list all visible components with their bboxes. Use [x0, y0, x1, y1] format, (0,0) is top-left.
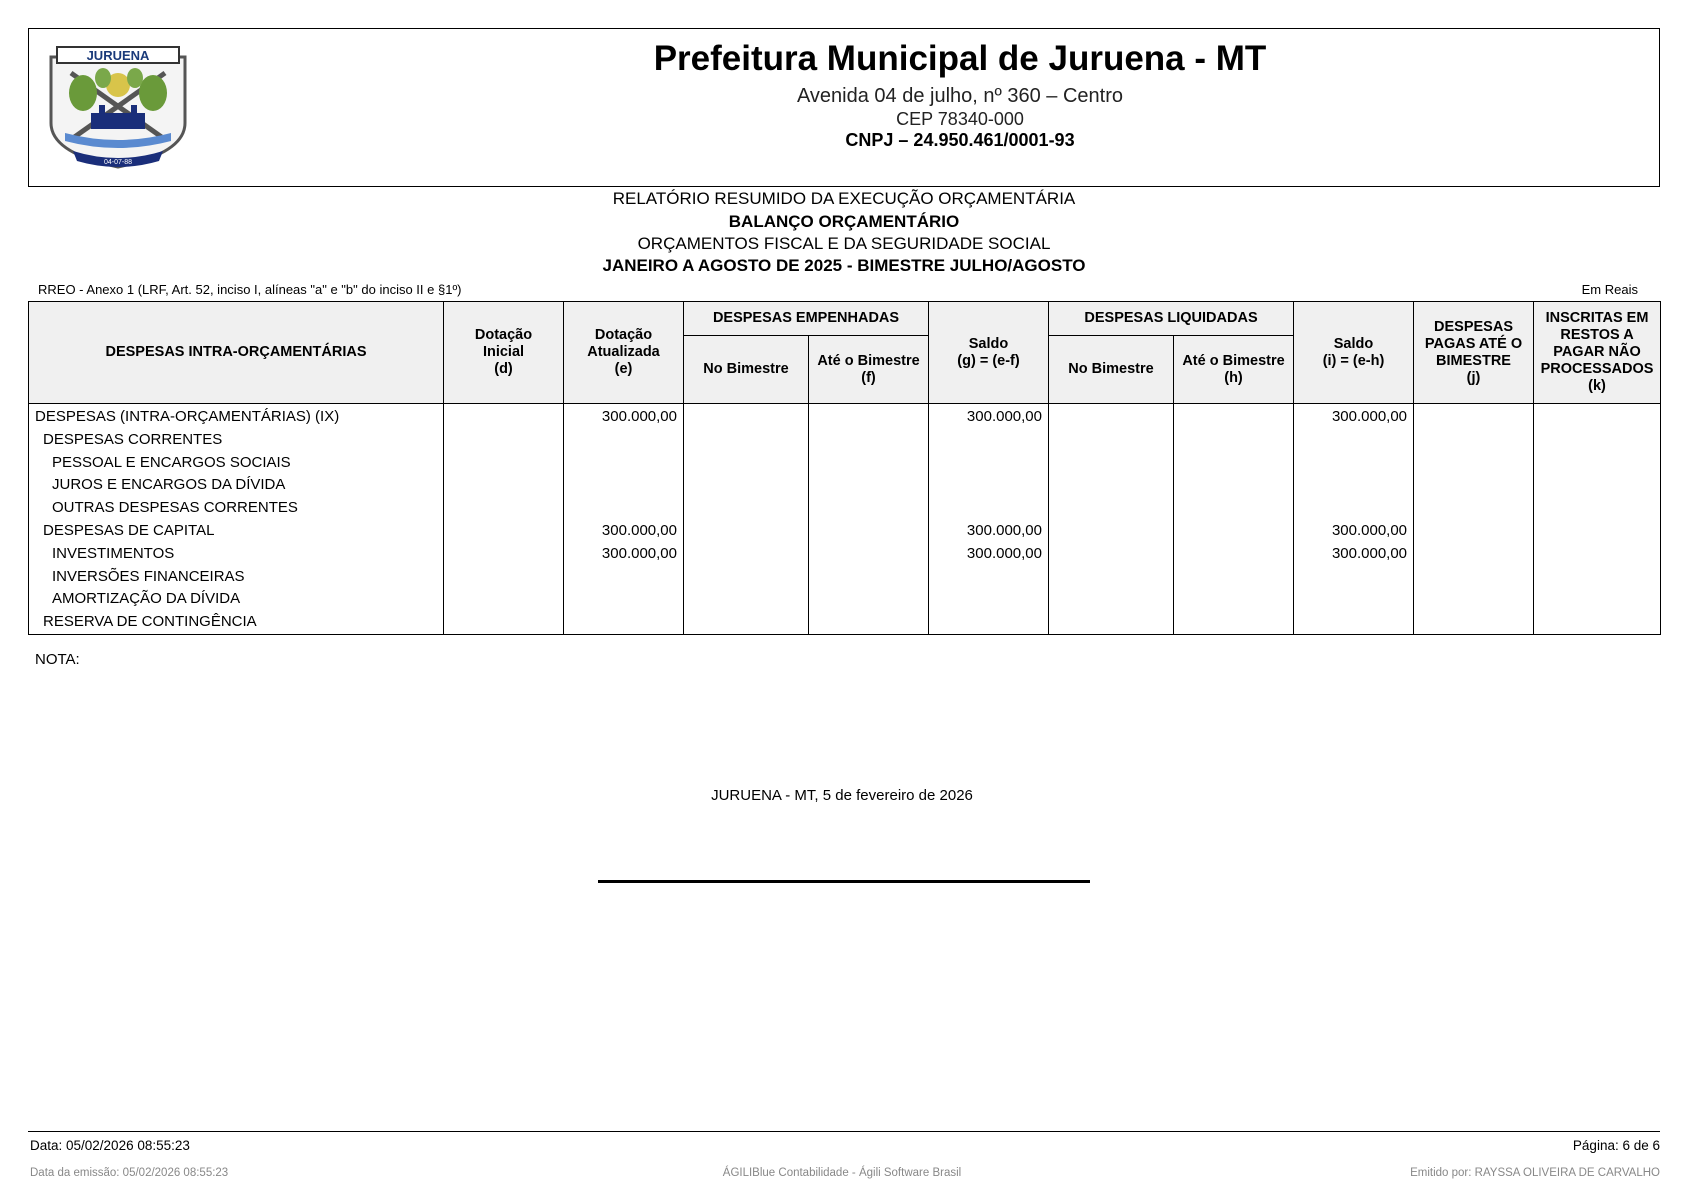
col-header-dotacao-atualizada — [564, 302, 684, 404]
cell-f — [809, 497, 929, 520]
cell-k — [1534, 566, 1661, 589]
cell-emp_no — [684, 404, 809, 429]
row-label: DESPESAS (INTRA-ORÇAMENTÁRIAS) (IX) — [29, 404, 444, 429]
cnpj: CNPJ – 24.950.461/0001-93 — [845, 130, 1075, 150]
table-row — [29, 611, 1661, 634]
header-line: (i) = (e-h) — [1322, 352, 1385, 369]
cell-g: 300.000,00 — [929, 520, 1049, 543]
footer-emission-date: Data da emissão: 05/02/2026 08:55:23 — [30, 1167, 229, 1179]
col-header-emp-ate-bimestre — [809, 336, 929, 404]
cell-i — [1294, 566, 1414, 589]
table-row — [29, 452, 1661, 475]
cell-e — [564, 452, 684, 475]
cell-g: 300.000,00 — [929, 543, 1049, 566]
row-label: INVERSÕES FINANCEIRAS — [29, 566, 444, 589]
units-label: Em Reais — [1581, 282, 1638, 297]
cell-liq_no — [1049, 611, 1174, 634]
cell-i: 300.000,00 — [1294, 404, 1414, 429]
cell-d — [444, 474, 564, 497]
header-line: (f) — [861, 369, 876, 386]
cell-d — [444, 611, 564, 634]
cell-liq_no — [1049, 452, 1174, 475]
footer-emitted-by: Emitido por: RAYSSA OLIVEIRA DE CARVALHO — [1410, 1167, 1660, 1179]
cell-h — [1174, 497, 1294, 520]
cell-liq_no — [1049, 543, 1174, 566]
col-header-empenhadas: DESPESAS EMPENHADAS — [684, 302, 929, 336]
cell-k — [1534, 611, 1661, 634]
org-name: Prefeitura Municipal de Juruena - MT — [653, 39, 1267, 78]
cell-g — [929, 429, 1049, 452]
cell-k — [1534, 452, 1661, 475]
col-header-emp-no-bimestre: No Bimestre — [684, 336, 809, 404]
cell-e — [564, 497, 684, 520]
cell-f — [809, 566, 929, 589]
cell-liq_no — [1049, 429, 1174, 452]
row-label: DESPESAS CORRENTES — [29, 429, 444, 452]
header-line: (k) — [1588, 378, 1606, 394]
header-line: RESTOS A — [1560, 327, 1634, 343]
cell-h — [1174, 588, 1294, 611]
row-label: DESPESAS DE CAPITAL — [29, 520, 444, 543]
col-header-saldo-i — [1294, 302, 1414, 404]
cell-i: 300.000,00 — [1294, 543, 1414, 566]
cell-d — [444, 429, 564, 452]
cell-k — [1534, 474, 1661, 497]
col-header-liq-ate-bimestre — [1174, 336, 1294, 404]
table-row — [29, 566, 1661, 589]
table-body — [29, 404, 1661, 635]
cep: CEP 78340-000 — [896, 109, 1024, 129]
table-row — [29, 588, 1661, 611]
cell-d — [444, 588, 564, 611]
cell-d — [444, 452, 564, 475]
report-title: RELATÓRIO RESUMIDO DA EXECUÇÃO ORÇAMENTÁRIA — [612, 189, 1076, 208]
cell-k — [1534, 404, 1661, 429]
header-line: (h) — [1224, 369, 1243, 386]
report-scope: ORÇAMENTOS FISCAL E DA SEGURIDADE SOCIAL — [637, 234, 1051, 253]
report-period: JANEIRO A AGOSTO DE 2025 - BIMESTRE JULHO/AGOSTO — [602, 256, 1086, 275]
cell-g — [929, 474, 1049, 497]
cell-e — [564, 474, 684, 497]
note-label: NOTA: — [35, 651, 80, 668]
cell-j — [1414, 588, 1534, 611]
footer-page-number: Página: 6 de 6 — [1572, 1138, 1660, 1153]
cell-emp_no — [684, 497, 809, 520]
header-line: Saldo — [1333, 335, 1374, 352]
place-date: JURUENA - MT, 5 de fevereiro de 2026 — [711, 787, 973, 804]
cell-e — [564, 429, 684, 452]
table-row — [29, 497, 1661, 520]
header-box — [28, 28, 1660, 187]
cell-d — [444, 520, 564, 543]
cell-e — [564, 611, 684, 634]
cell-h — [1174, 543, 1294, 566]
address-line: Avenida 04 de julho, nº 360 – Centro — [796, 85, 1124, 107]
footer-software: ÁGILIBlue Contabilidade - Ágili Software Brasil — [722, 1167, 962, 1179]
cell-emp_no — [684, 611, 809, 634]
footer-date: Data: 05/02/2026 08:55:23 — [30, 1138, 190, 1153]
cell-g: 300.000,00 — [929, 404, 1049, 429]
cell-k — [1534, 429, 1661, 452]
cell-j — [1414, 520, 1534, 543]
cell-liq_no — [1049, 474, 1174, 497]
cell-k — [1534, 543, 1661, 566]
cell-f — [809, 543, 929, 566]
cell-liq_no — [1049, 520, 1174, 543]
cell-g — [929, 566, 1049, 589]
table-row — [29, 404, 1661, 429]
cell-liq_no — [1049, 588, 1174, 611]
cell-f — [809, 588, 929, 611]
cell-h — [1174, 566, 1294, 589]
row-label: INVESTIMENTOS — [29, 543, 444, 566]
cell-h — [1174, 611, 1294, 634]
cell-j — [1414, 611, 1534, 634]
header-line: Dotação — [474, 327, 533, 343]
cell-d — [444, 404, 564, 429]
cell-e — [564, 588, 684, 611]
cell-f — [809, 404, 929, 429]
cell-g — [929, 497, 1049, 520]
cell-g — [929, 588, 1049, 611]
cell-i — [1294, 611, 1414, 634]
cell-j — [1414, 497, 1534, 520]
col-header-liq-no-bimestre: No Bimestre — [1049, 336, 1174, 404]
annex-reference: RREO - Anexo 1 (LRF, Art. 52, inciso I, alíneas "a" e "b" do inciso II e §1º) — [38, 282, 462, 297]
header-line: (g) = (e-f) — [957, 352, 1020, 369]
cell-g — [929, 611, 1049, 634]
cell-j — [1414, 543, 1534, 566]
cell-k — [1534, 497, 1661, 520]
cell-i — [1294, 588, 1414, 611]
budget-table — [28, 301, 1661, 635]
header-line: Até o Bimestre — [1182, 352, 1285, 369]
cell-emp_no — [684, 520, 809, 543]
cell-e: 300.000,00 — [564, 520, 684, 543]
cell-h — [1174, 452, 1294, 475]
cell-e: 300.000,00 — [564, 404, 684, 429]
cell-liq_no — [1049, 566, 1174, 589]
cell-i — [1294, 452, 1414, 475]
cell-emp_no — [684, 452, 809, 475]
row-label: JUROS E ENCARGOS DA DÍVIDA — [29, 474, 444, 497]
table-row — [29, 474, 1661, 497]
col-header-description: DESPESAS INTRA-ORÇAMENTÁRIAS — [29, 302, 444, 404]
row-label: OUTRAS DESPESAS CORRENTES — [29, 497, 444, 520]
cell-d — [444, 543, 564, 566]
cell-f — [809, 452, 929, 475]
cell-emp_no — [684, 543, 809, 566]
col-header-saldo-g — [929, 302, 1049, 404]
cell-i: 300.000,00 — [1294, 520, 1414, 543]
cell-h — [1174, 404, 1294, 429]
cell-f — [809, 474, 929, 497]
header-line: INSCRITAS EM — [1545, 310, 1649, 326]
cell-j — [1414, 452, 1534, 475]
header-line: BIMESTRE — [1436, 352, 1511, 369]
cell-j — [1414, 404, 1534, 429]
cell-k — [1534, 588, 1661, 611]
cell-f — [809, 520, 929, 543]
cell-h — [1174, 474, 1294, 497]
cell-i — [1294, 474, 1414, 497]
header-line: Saldo — [968, 335, 1009, 352]
header-line: Até o Bimestre — [817, 352, 920, 369]
col-header-dotacao-inicial — [444, 302, 564, 404]
col-header-inscritas — [1534, 302, 1661, 404]
header-line: PAGAR NÃO — [1553, 344, 1641, 360]
footer-divider — [28, 1131, 1660, 1132]
table-row — [29, 429, 1661, 452]
cell-f — [809, 611, 929, 634]
cell-emp_no — [684, 588, 809, 611]
logo-date: 04-07-88 — [103, 159, 133, 166]
cell-i — [1294, 497, 1414, 520]
header-line: (j) — [1466, 369, 1481, 386]
cell-d — [444, 566, 564, 589]
cell-j — [1414, 429, 1534, 452]
header-line: Dotação — [594, 327, 653, 343]
cell-d — [444, 497, 564, 520]
header-line: Inicial — [482, 344, 525, 360]
header-line: (d) — [494, 361, 513, 377]
row-label: PESSOAL E ENCARGOS SOCIAIS — [29, 452, 444, 475]
cell-emp_no — [684, 429, 809, 452]
header-line: (e) — [614, 361, 633, 377]
cell-i — [1294, 429, 1414, 452]
header-line: DESPESAS — [1434, 318, 1513, 335]
row-label: AMORTIZAÇÃO DA DÍVIDA — [29, 588, 444, 611]
col-header-pagas — [1414, 302, 1534, 404]
table-row — [29, 520, 1661, 543]
cell-emp_no — [684, 566, 809, 589]
cell-g — [929, 452, 1049, 475]
cell-j — [1414, 566, 1534, 589]
cell-k — [1534, 520, 1661, 543]
header-line: PAGAS ATÉ O — [1424, 335, 1523, 352]
cell-h — [1174, 429, 1294, 452]
col-header-liquidadas: DESPESAS LIQUIDADAS — [1049, 302, 1294, 336]
row-label: RESERVA DE CONTINGÊNCIA — [29, 611, 444, 634]
report-subtitle: BALANÇO ORÇAMENTÁRIO — [728, 212, 960, 231]
header-line: PROCESSADOS — [1540, 361, 1654, 377]
cell-j — [1414, 474, 1534, 497]
logo-text: JURUENA — [86, 48, 150, 63]
signature-line — [598, 880, 1090, 883]
cell-f — [809, 429, 929, 452]
cell-liq_no — [1049, 497, 1174, 520]
header-line: Atualizada — [587, 344, 660, 360]
cell-h — [1174, 520, 1294, 543]
table-row — [29, 543, 1661, 566]
cell-e: 300.000,00 — [564, 543, 684, 566]
cell-liq_no — [1049, 404, 1174, 429]
cell-e — [564, 566, 684, 589]
cell-emp_no — [684, 474, 809, 497]
